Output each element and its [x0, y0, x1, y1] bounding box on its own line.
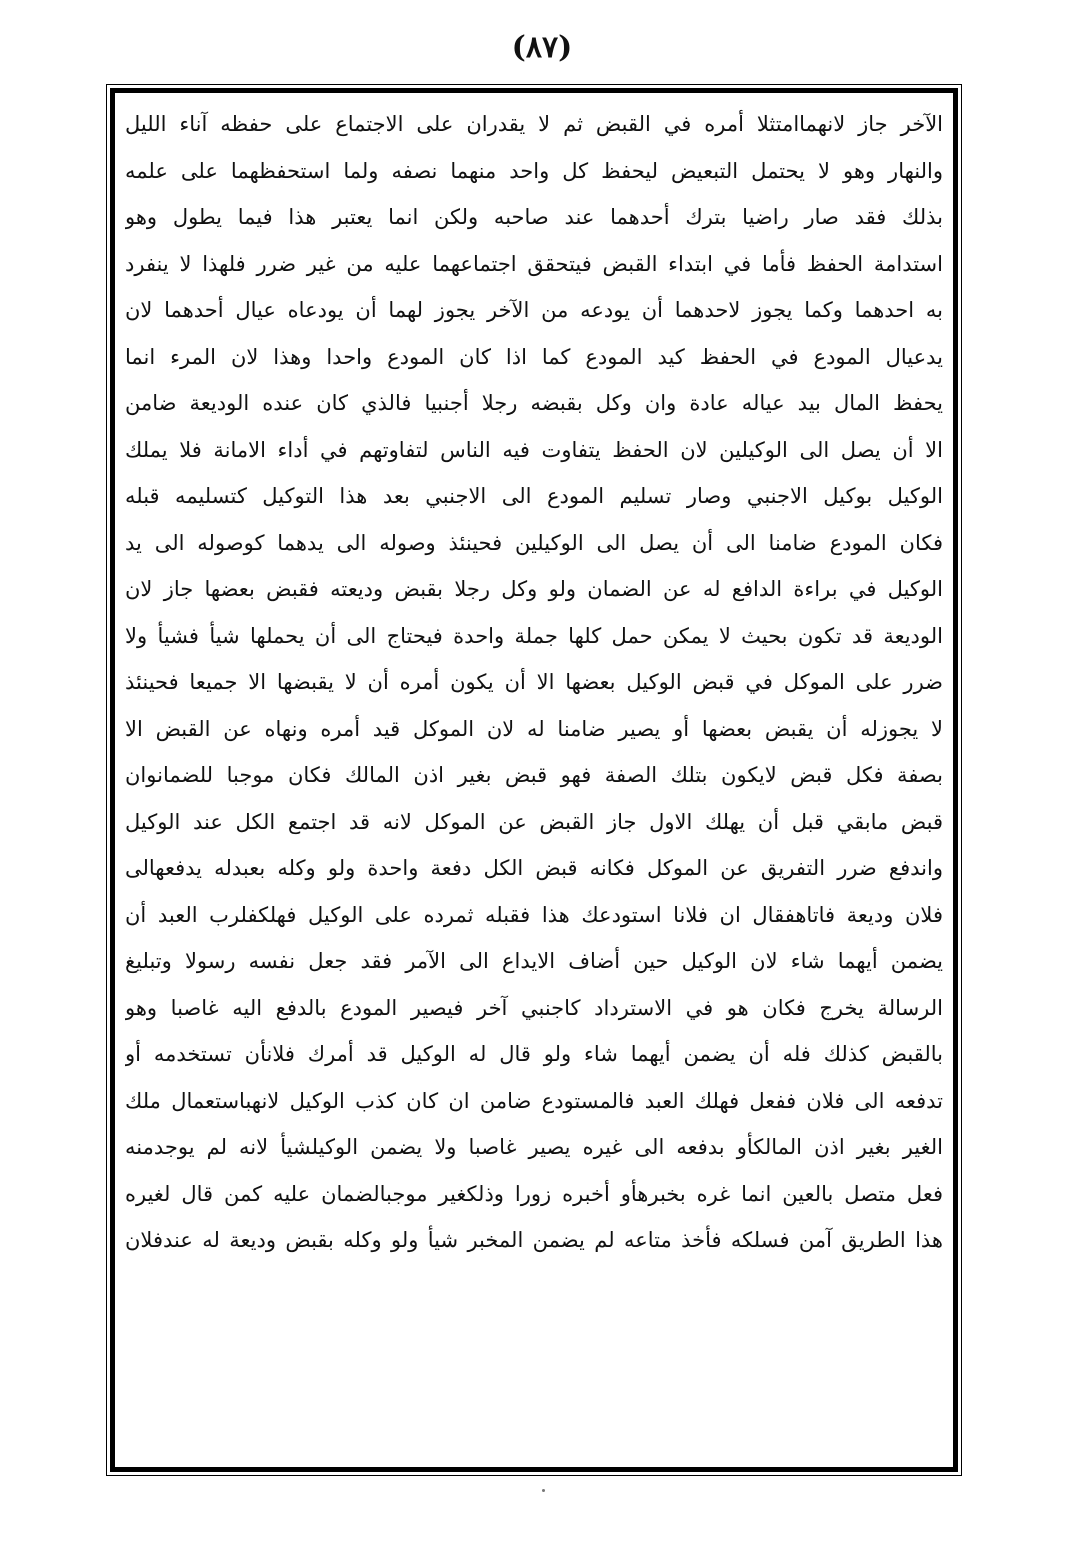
- text-line: تدفعه الى فلان ففعل فهلك العبد فالمستودع ضامن ان كان كذب الوكيل لانهباستعمال ملك: [125, 1088, 943, 1113]
- text-line: يضمن أيهما شاء لان الوكيل حين أضاف الايداع الى الآمر فقد جعل نفسه رسولا وتبليغ: [125, 949, 943, 973]
- text-line: بالقبض كذلك فله أن يضمن أيهما شاء ولو قال له الوكيل قد أمرك فلانأن تستخدمه أو: [125, 1042, 943, 1066]
- text-line: الغير بغير اذن المالكأو بدفعه الى غيره يصير غاصبا ولا يضمن الوكيلشيأ لانه لم يوجدمنه: [125, 1135, 943, 1159]
- text-line: هذا الطريق آمن فسلكه فأخذ متاعه لم يضمن المخبر شيأ ولو وكله بقبض وديعة له عندفلان: [125, 1228, 943, 1252]
- text-line: فعل متصل بالعين انما غره بخبرهأو أخبره زورا وذلكغير موجبالضمان عليه كمن قال لغيره: [125, 1181, 943, 1206]
- page-number: (٨٧): [511, 30, 573, 65]
- text-line: قبض مابقي قبل أن يهلك الاول جاز القبض عن الموكل لانه قد اجتمع الكل عند الوكيل: [125, 809, 943, 834]
- text-line: فكان المودع ضامنا الى أن يصل الى الوكيلين فحينئذ وصوله الى يدهما كوصوله الى يد: [125, 530, 943, 555]
- text-line: الرسالة يخرج فكان هو في الاسترداد كاجنبي آخر فيصير المودع بالدفع اليه غاصبا وهو: [125, 995, 943, 1020]
- text-line: استدامة الحفظ فأما في ابتداء القبض فيتحقق اجتماعهما عليه من غير ضرر فلهذا لا ينفرد: [125, 251, 943, 276]
- body-text: [125, 101, 943, 1264]
- text-line: بذلك فقد صار راضيا بترك أحدهما عند صاحبه ولكن انما يعتبر هذا فيما يطول وهو: [125, 205, 943, 229]
- text-frame: [110, 88, 958, 1472]
- text-line: الوكيل في براءة الدافع له عن الضمان ولو وكل رجلا بقبض وديعته فقبض بعضها جاز لان: [125, 577, 943, 601]
- text-line: الا أن يصل الى الوكيلين لان الحفظ يتفاوت فيه الناس لتفاوتهم في أداء الامانة فلا يملك: [125, 437, 943, 462]
- text-line: والنهار وهو لا يحتمل التبعيض ليحفظ كل واحد منهما نصفه ولما استحفظهما على علمه: [125, 158, 943, 183]
- text-line: به احدهما وكما يجوز لاحدهما أن يودعه من الآخر يجوز لهما أن يودعاه عيال أحدهما لان: [125, 298, 943, 322]
- text-line: فلان وديعة فاتاهفقال ان فلانا استودعك هذا فقبله ثمرده على الوكيل فهلكفلرب العبد أن: [125, 902, 943, 927]
- text-line: لا يجوزله أن يقبض بعضها أو يصير ضامنا له لان الموكل قيد أمره ونهاه عن القبض الا: [125, 716, 943, 741]
- text-line: بصفة فكل قبض لايكون بتلك الصفة فهو قبض بغير اذن المالك فكان موجبا للضمانوان: [125, 763, 943, 787]
- text-line: واندفع ضرر التفريق عن الموكل فكانه قبض الكل دفعة واحدة ولو وكله بعبدله يدفعهالى: [125, 856, 943, 880]
- text-line: الوديعة قد تكون بحيث لا يمكن حمل كلها جملة واحدة فيحتاج الى أن يحملها شيأ فشيأ ولا: [125, 623, 943, 648]
- text-line: يدعيال المودع في الحفظ كيد المودع كما اذا كان المودع واحدا وهذا لان المرء انما: [125, 344, 943, 369]
- text-line: يحفظ المال بيد عياله عادة وان وكل بقبضه رجلا أجنبيا فالذي كان عنده الوديعة ضامن: [125, 391, 943, 415]
- text-line: ضرر على الموكل في قبض الوكيل بعضها الا أن يكون أمره أن لا يقبضها الا جميعا فحينئذ: [125, 670, 943, 694]
- ink-speck: [542, 1489, 545, 1492]
- text-line: الآخر جاز لانهماامتثلا أمره في القبض ثم لا يقدران على الاجتماع على حفظه آناء الليل: [125, 112, 943, 136]
- text-line: الوكيل بوكيل الاجنبي وصار تسليم المودع الى الاجنبي بعد هذا التوكيل كتسليمه قبله: [125, 484, 943, 508]
